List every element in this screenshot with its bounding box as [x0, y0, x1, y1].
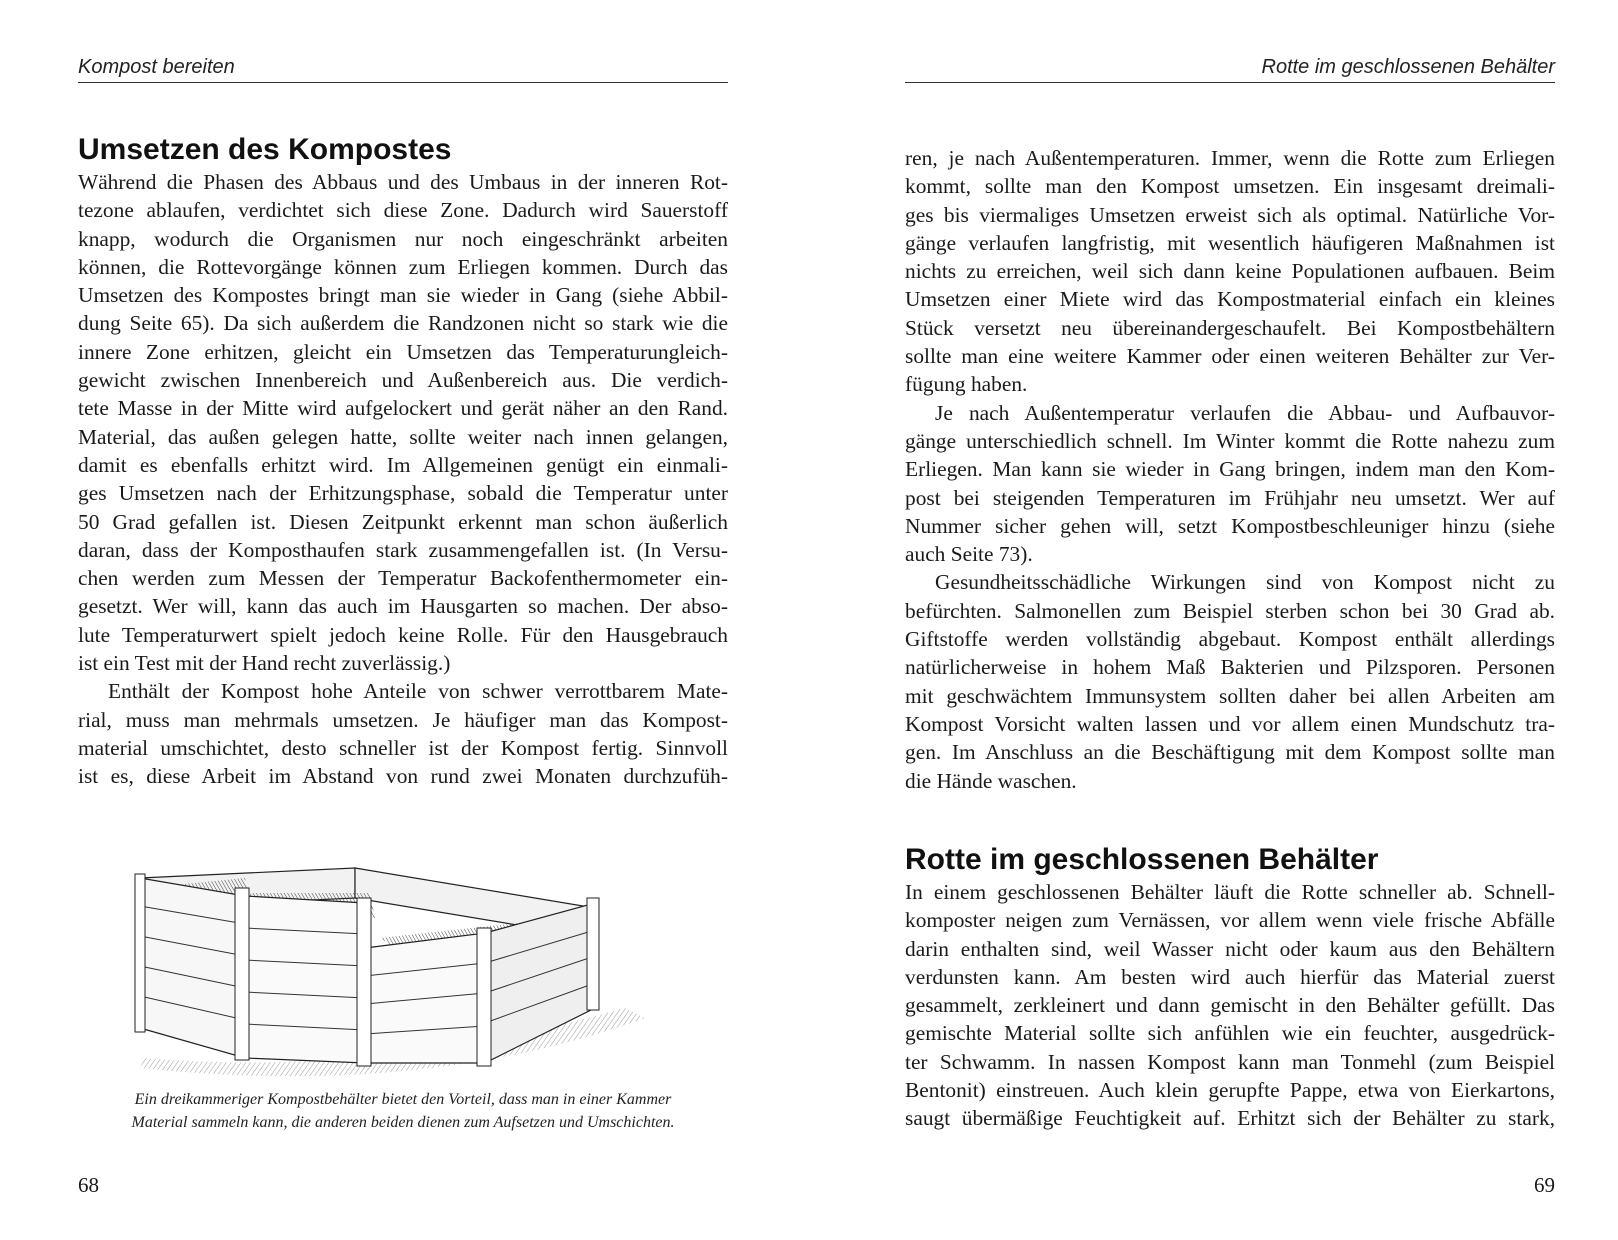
text-line: ist es, diese Arbeit im Abstand von rund zwei Monaten durchzufüh-: [78, 764, 728, 789]
running-head-right: Rotte im geschlossenen Behälter: [905, 52, 1555, 83]
text-line: Gesundheitsschädliche Wirkungen sind von Kompost nicht zu: [935, 570, 1555, 595]
text-line: darin enthalten sind, weil Wasser nicht oder kaum aus den Behältern: [905, 936, 1555, 961]
text-line: nichts zu erreichen, weil sich dann keine Populationen aufbauen. Beim: [905, 259, 1555, 284]
compost-bin-illustration: [125, 858, 655, 1080]
text-line: dung Seite 65). Da sich außerdem die Randzonen nicht so stark wie die: [78, 311, 728, 336]
text-line: Umsetzen des Kompostes bringt man sie wieder in Gang (siehe Abbil-: [78, 283, 728, 308]
text-line: Umsetzen einer Miete wird das Kompostmaterial einfach ein kleines: [905, 287, 1555, 312]
text-line: saugt übermäßige Feuchtigkeit auf. Erhitzt sich der Behälter zu stark,: [905, 1106, 1555, 1131]
text-line: komposter neigen zum Vernässen, vor allem wenn viele frische Abfälle: [905, 908, 1555, 933]
text-line: innere Zone erhitzen, gleicht ein Umsetzen das Temperaturungleich-: [78, 339, 728, 364]
text-line: Nummer sicher gehen will, setzt Kompostbeschleuniger hinzu (siehe: [905, 513, 1555, 538]
running-head-left: Kompost bereiten: [78, 52, 728, 83]
text-line: ren, je nach Außentemperaturen. Immer, wenn die Rotte zum Erliegen: [905, 146, 1555, 170]
text-line: Stück versetzt neu übereinandergeschaufelt. Bei Kompostbehältern: [905, 315, 1555, 340]
text-line: rial, muss man mehrmals umsetzen. Je häufiger man das Kompost-: [78, 707, 728, 732]
text-line: knapp, wodurch die Organismen nur noch eingeschränkt arbeiten: [78, 226, 728, 251]
text-line: ges Umsetzen nach der Erhitzungsphase, sobald die Temperatur unter: [78, 481, 728, 506]
text-line: gemischte Material sollte sich anfühlen wie ein feuchter, ausgedrück-: [905, 1021, 1555, 1046]
text-line: Erliegen. Man kann sie wieder in Gang bringen, indem man den Kom-: [905, 457, 1555, 482]
caption-line: Ein dreikammeriger Kompostbehälter bietet den Vorteil, dass man in einer Kammer: [134, 1091, 672, 1108]
text-line: fügung haben.: [905, 372, 1028, 397]
right-page: [809, 0, 1618, 1240]
text-line: auch Seite 73).: [905, 542, 1033, 567]
text-line: Bentonit) einstreuen. Auch klein gerupfte Pappe, etwa von Eierkartons,: [905, 1078, 1555, 1103]
text-line: kommt, sollte man den Kompost umsetzen. Ein insgesamt dreimali-: [905, 174, 1555, 199]
text-line: können, die Rottevorgänge können zum Erliegen kommen. Durch das: [78, 254, 728, 279]
text-line: tezone ablaufen, verdichtet sich diese Zone. Dadurch wird Sauerstoff: [78, 198, 728, 223]
text-line: ter Schwamm. In nassen Kompost kann man Tonmehl (zum Beispiel: [905, 1049, 1555, 1074]
text-line: gesetzt. Wer will, kann das auch im Hausgarten so machen. Der abso-: [78, 594, 728, 619]
text-line: post bei steigenden Temperaturen im Frühjahr neu umsetzt. Wer auf: [905, 485, 1555, 510]
text-line: Je nach Außentemperatur verlaufen die Abbau- und Aufbauvor-: [935, 400, 1555, 425]
text-line: gewicht zwischen Innenbereich und Außenbereich aus. Die verdich-: [78, 368, 728, 393]
text-line: Material, das außen gelegen hatte, sollte weiter nach innen gelangen,: [78, 424, 728, 449]
three-chamber-compost-bin-drawing: [125, 858, 655, 1080]
text-line: ist ein Test mit der Hand recht zuverlässig.): [78, 651, 451, 676]
text-line: gänge verlaufen langfristig, mit wesentlich häufigeren Maßnahmen ist: [905, 230, 1555, 255]
page-number-right: 69: [1534, 1173, 1555, 1197]
text-line: befürchten. Salmonellen zum Beispiel sterben schon bei 30 Grad ab.: [905, 598, 1555, 623]
text-line: natürlicherweise in hohem Maß Bakterien und Pilzsporen. Personen: [905, 655, 1555, 680]
figure-caption: [78, 1088, 728, 1134]
caption-line: Material sammeln kann, die anderen beiden dienen zum Aufsetzen und Umschichten.: [131, 1114, 675, 1131]
text-line: gesammelt, zerkleinert und dann gemischt in den Behälter gefüllt. Das: [905, 993, 1555, 1018]
text-line: Während die Phasen des Abbaus und des Umbaus in der inneren Rot-: [78, 170, 728, 194]
text-line: Kompost Vorsicht walten lassen und vor allem einen Mundschutz tra-: [905, 711, 1555, 736]
text-line: damit es ebenfalls erhitzt wird. Im Allgemeinen genügt ein einmali-: [78, 452, 728, 477]
text-line: daran, dass der Komposthaufen stark zusammengefallen ist. (In Versu-: [78, 537, 728, 562]
text-line: mit geschwächtem Immunsystem sollten daher bei allen Arbeiten am: [905, 683, 1555, 708]
text-line: Enthält der Kompost hohe Anteile von schwer verrottbarem Mate-: [108, 679, 728, 704]
section-heading-rotte: Rotte im geschlossenen Behälter: [905, 843, 1379, 876]
text-line: material umschichtet, desto schneller ist der Kompost fertig. Sinnvoll: [78, 735, 728, 760]
section-heading-umsetzen: Umsetzen des Kompostes: [78, 133, 452, 166]
text-line: verdunsten kann. Am besten wird auch hierfür das Material zuerst: [905, 964, 1555, 989]
text-line: In einem geschlossenen Behälter läuft die Rotte schneller ab. Schnell-: [905, 880, 1555, 904]
text-line: chen werden zum Messen der Temperatur Backofenthermometer ein-: [78, 566, 728, 591]
body-text-right-section2: [905, 878, 1555, 1133]
page-number-left: 68: [78, 1173, 99, 1197]
text-line: tete Masse in der Mitte wird aufgelockert und gerät näher an den Rand.: [78, 396, 728, 421]
text-line: Giftstoffe werden vollständig abgebaut. Kompost enthält allerdings: [905, 627, 1555, 652]
body-text-left: [78, 168, 728, 791]
text-line: gänge unterschiedlich schnell. Im Winter kommt die Rotte nahezu zum: [905, 428, 1555, 453]
text-line: die Hände waschen.: [905, 768, 1077, 793]
text-line: lute Temperaturwert spielt jedoch keine Rolle. Für den Hausgebrauch: [78, 622, 728, 647]
text-line: ges bis viermaliges Umsetzen erweist sich als optimal. Natürliche Vor-: [905, 202, 1555, 227]
text-line: sollte man eine weitere Kammer oder einen weiteren Behälter zur Ver-: [905, 344, 1555, 369]
body-text-right: [905, 144, 1555, 795]
text-line: 50 Grad gefallen ist. Diesen Zeitpunkt erkennt man schon äußerlich: [78, 509, 728, 534]
text-line: gen. Im Anschluss an die Beschäftigung mit dem Kompost sollte man: [905, 740, 1555, 765]
